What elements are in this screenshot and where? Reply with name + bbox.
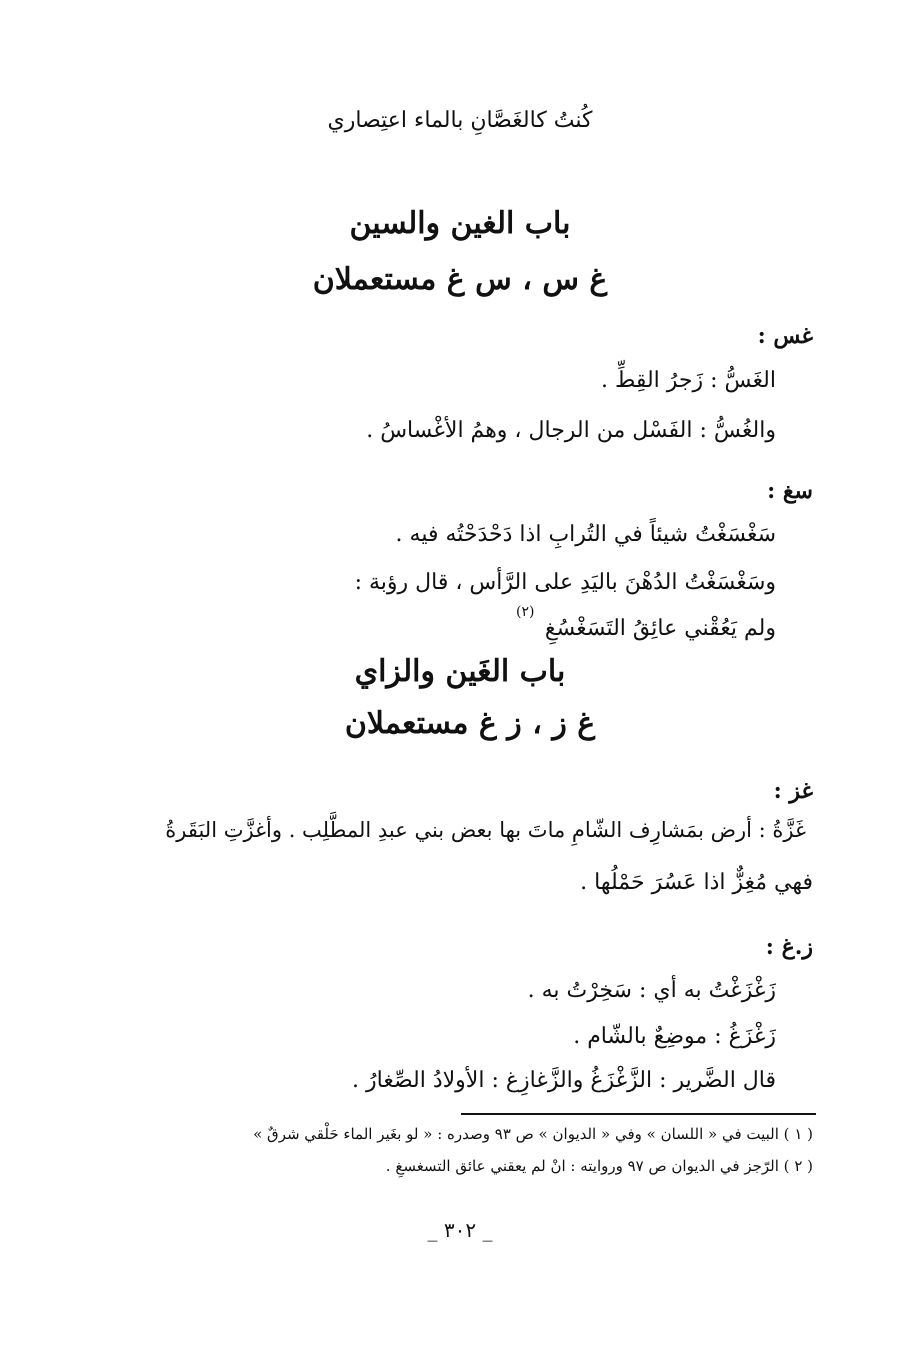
footnote: ( ١ ) البيت في « اللسان » وفي « الديوان » ص ٩٣ وصدره : « لو بغَير الماء حَلْقي شرقٌ »: [253, 1125, 813, 1143]
chapter-subtitle: غ س ، س غ مستعملان: [312, 262, 608, 297]
entry-line: الغَسُّ : زَجرُ القِطِّ .: [600, 368, 776, 393]
root-heading: سغ :: [767, 478, 813, 504]
root-heading: غز :: [773, 778, 813, 804]
verse-line: كُنتُ كالغَصَّانِ بالماء اعتِصاري: [327, 108, 593, 133]
entry-line: سَغْسَغْتُ شيئاً في التُرابِ اذا دَحْدَحْتُه فيه .: [395, 522, 776, 547]
root-heading: ز.غ :: [765, 934, 813, 960]
entry-line: زَغْزَغُ : موضِعٌ بالشّام .: [573, 1024, 776, 1049]
chapter-title: باب الغين والسين: [349, 206, 571, 241]
chapter-title: باب الغَين والزاي: [354, 654, 566, 689]
entry-line: والغُسُّ : الفَسْل من الرجال ، وهمُ الأغْساسُ .: [366, 418, 776, 443]
chapter-subtitle: غ ز ، ز غ مستعملان: [344, 706, 596, 741]
footnote-reference: (٢): [516, 604, 535, 620]
root-heading: غس :: [757, 323, 813, 349]
entry-line: وسَغْسَغْتُ الدُهْنَ باليَدِ على الرَّأس ، قال رؤبة :: [354, 570, 776, 595]
page-number: _ ٣٠٢ _: [427, 1218, 493, 1242]
footnote: ( ٢ ) الرّجز في الديوان ص ٩٧ وروايته : انْ لم يعقني عائق التسغسغِ .: [385, 1157, 813, 1175]
entry-line: فهي مُغِزٌّ اذا عَسُرَ حَمْلُها .: [580, 870, 813, 895]
footnote-divider: [461, 1113, 816, 1115]
entry-line: ولم يَعُقْني عائِقُ التَسَغْسُغِ: [544, 616, 776, 641]
entry-line: زَغْزَغْتُ به أي : سَخِرْتُ به .: [527, 978, 776, 1003]
entry-line: غَزَّةُ : أرض بمَشارِف الشّامِ ماتَ بها بعض بني عبدِ المطَّلِب . وأغزَّتِ البَقَرةُ: [165, 818, 806, 842]
entry-line: قال الضَّرير : الزَّغْزَغُ والزَّغازِغ : الأولادُ الصِّغارُ .: [352, 1068, 776, 1093]
